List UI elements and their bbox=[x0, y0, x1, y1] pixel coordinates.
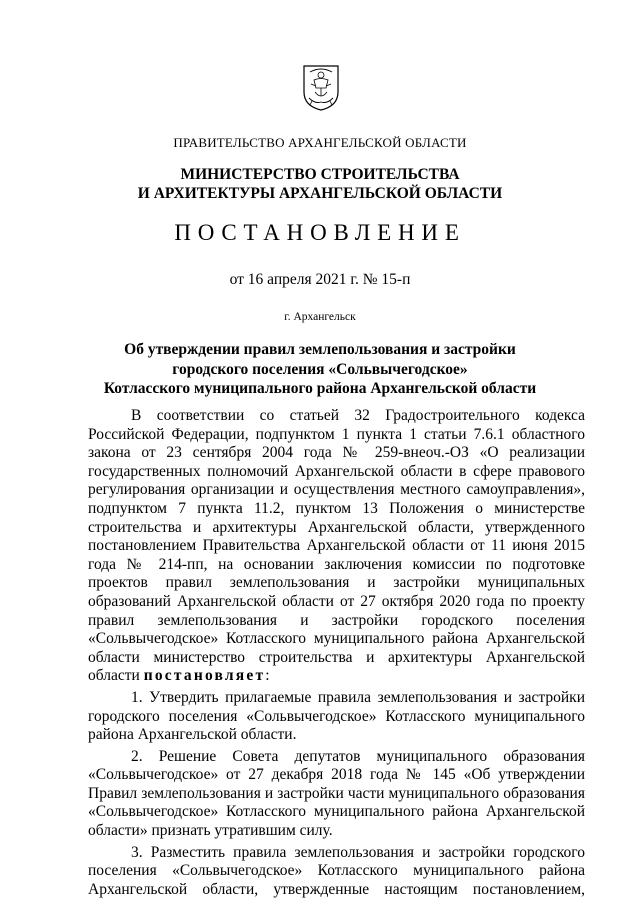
item-3-paragraph: 3. Разместить правила землепользования и застройки городского поселения «Сольвычегодское» Котласского муниципального района Архангельской области, утвержденные настоящим постановлением, bbox=[88, 843, 585, 898]
government-name: ПРАВИТЕЛЬСТВО АРХАНГЕЛЬСКОЙ ОБЛАСТИ bbox=[173, 135, 467, 150]
ministry-name bbox=[0, 165, 640, 203]
subject-line-2: городского поселения «Сольвычегодское» bbox=[172, 360, 468, 378]
subject-line-1: Об утверждении правил землепользования и застройки bbox=[124, 341, 516, 358]
preamble-text: В соответствии со статьей 32 Градостроительного кодекса Российской Федерации, подпунктом 1 пункта 1 статьи 7.6.1 областного закона от 23 сентября 2004 года № 259-внеоч.-ОЗ «О реализации государственных полномочий Архангельской области в сфере правового регулирования организации и осуществления местного самоуправления», подпунктом 7 пункта 11.2, пунктом 13 Положения о министерстве строительства и архитектуры Архангельской области, утвержденного постановлением Правительства Архангельской области от 11 июня 2015 года № 214-пп, на основании заключения комиссии по подготовке проектов правил землепользования и застройки муниципальных образований Архангельской области от 27 октября 2020 года по проекту правил землепользования и застройки городского поселения «Сольвычегодское» Котласского муниципального района Архангельской области министерство строительства и архитектуры Архангельской области bbox=[88, 407, 585, 685]
decree-word: постановляет bbox=[143, 667, 266, 685]
decree-colon: : bbox=[265, 667, 270, 685]
ministry-name-line-2: И АРХИТЕКТУРЫ АРХАНГЕЛЬСКОЙ ОБЛАСТИ bbox=[137, 185, 503, 202]
item-1-paragraph: 1. Утвердить прилагаемые правила землепользования и застройки городского поселения «Сольвычегодское» Котласского муниципального района Архангельской области. bbox=[88, 688, 585, 744]
document-date-number: от 16 апреля 2021 г. № 15-п bbox=[229, 271, 411, 288]
subject-line-3: Котласского муниципального района Архангельской области bbox=[103, 380, 537, 397]
preamble-paragraph bbox=[88, 407, 585, 686]
document-body bbox=[88, 407, 585, 899]
item-2-paragraph: 2. Решение Совета депутатов муниципального образования «Сольвычегодское» от 27 декабря 2018 года № 145 «Об утверждении Правил землепользования и застройки части муниципального образования «Сольвычегодское» Котласского муниципального района Архангельской области» признать утратившим силу. bbox=[88, 747, 585, 840]
coat-of-arms-icon bbox=[301, 62, 341, 112]
document-city: г. Архангельск bbox=[284, 311, 356, 323]
document-subject bbox=[0, 340, 640, 399]
ministry-name-line-1: МИНИСТЕРСТВО СТРОИТЕЛЬСТВА bbox=[180, 166, 460, 183]
document-type-title: ПОСТАНОВЛЕНИЕ bbox=[174, 220, 466, 245]
